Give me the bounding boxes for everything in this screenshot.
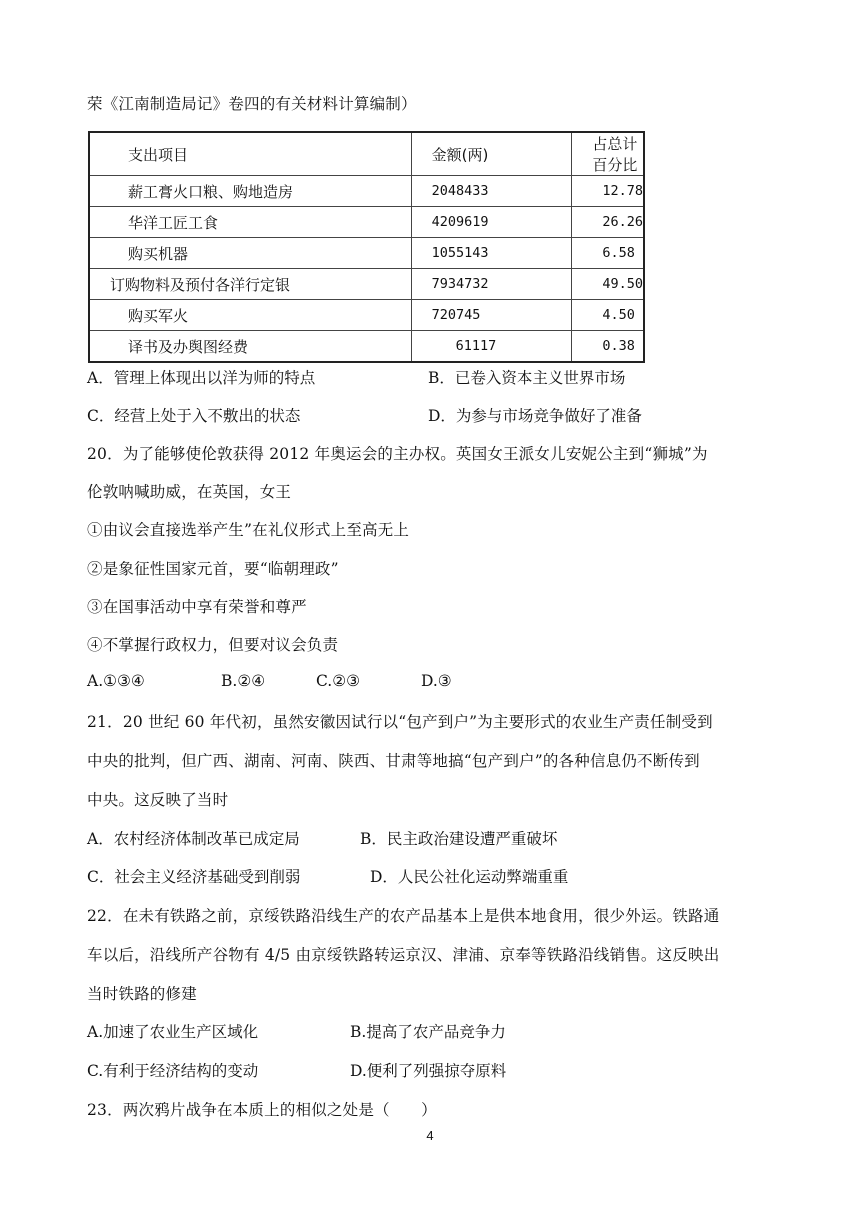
table-row <box>89 207 644 238</box>
q20-statement-1: ①由议会直接选举产生”在礼仪形式上至高无上 <box>87 521 410 539</box>
row-percent: 6.58 <box>572 238 644 269</box>
q19-option-b: B．已卷入资本主义世界市场 <box>428 369 626 387</box>
row-item: 华洋工匠工食 <box>89 207 411 238</box>
q22-option-b: B.提高了农产品竞争力 <box>350 1023 506 1041</box>
q22-option-c: C.有利于经济结构的变动 <box>87 1062 259 1080</box>
page-number: 4 <box>426 1128 434 1143</box>
q20-option-c: C.②③ <box>316 672 361 690</box>
intro-line: 荣《江南制造局记》卷四的有关材料计算编制） <box>87 95 417 113</box>
row-item: 购买军火 <box>89 300 411 331</box>
row-percent: 26.26 <box>572 207 644 238</box>
row-item: 薪工膏火口粮、购地造房 <box>89 176 411 207</box>
row-amount: 61117 <box>411 331 572 363</box>
q20-statement-4: ④不掌握行政权力，但要对议会负责 <box>87 636 339 654</box>
q21-stem-line1: 21．20 世纪 60 年代初，虽然安徽因试行以“包产到户”为主要形式的农业生产责任制受到 <box>87 713 713 731</box>
row-item: 购买机器 <box>89 238 411 269</box>
q20-stem-line2: 伦敦呐喊助威，在英国，女王 <box>87 483 292 501</box>
q19-option-d: D．为参与市场竞争做好了准备 <box>428 407 642 425</box>
q23-stem-line1: 23．两次鸦片战争在本质上的相似之处是（ ） <box>87 1101 437 1119</box>
header-amount: 金额(两) <box>411 132 572 176</box>
row-amount: 7934732 <box>411 269 572 300</box>
table-row <box>89 331 644 363</box>
row-percent: 12.78 <box>572 176 644 207</box>
q22-option-a: A.加速了农业生产区域化 <box>87 1023 259 1041</box>
q21-option-a: A．农村经济体制改革已成定局 <box>87 830 300 848</box>
header-item: 支出项目 <box>89 132 411 176</box>
table-row <box>89 269 644 300</box>
row-item: 订购物料及预付各洋行定银 <box>89 269 411 300</box>
q21-stem-line3: 中央。这反映了当时 <box>87 791 229 809</box>
q20-stem-line1: 20．为了能够使伦敦获得 2012 年奥运会的主办权。英国女王派女儿安妮公主到“狮城”为 <box>87 445 708 463</box>
q20-option-a: A.①③④ <box>87 672 145 690</box>
row-percent: 49.50 <box>572 269 644 300</box>
row-percent: 0.38 <box>572 331 644 363</box>
row-amount: 1055143 <box>411 238 572 269</box>
row-amount: 720745 <box>411 300 572 331</box>
q21-option-d: D．人民公社化运动弊端重重 <box>370 868 569 886</box>
table-row <box>89 300 644 331</box>
row-amount: 2048433 <box>411 176 572 207</box>
q20-option-d: D.③ <box>421 672 452 690</box>
q20-statement-3: ③在国事活动中享有荣誉和尊严 <box>87 598 307 616</box>
q21-option-c: C．社会主义经济基础受到削弱 <box>87 868 301 886</box>
q22-stem-line2: 车以后，沿线所产谷物有 4/5 由京绥铁路转运京汉、津浦、京奉等铁路沿线销售。这反映出 <box>87 946 720 964</box>
row-percent: 4.50 <box>572 300 644 331</box>
q21-stem-line2: 中央的批判，但广西、湖南、河南、陕西、甘肃等地搞“包产到户”的各种信息仍不断传到 <box>87 752 700 770</box>
table-header-row <box>89 132 644 176</box>
row-item: 译书及办舆图经费 <box>89 331 411 363</box>
table-row <box>89 176 644 207</box>
q22-option-d: D.便利了列强掠夺原料 <box>350 1062 507 1080</box>
q20-option-b: B.②④ <box>221 672 266 690</box>
header-percent: 占总计百分比 <box>572 132 644 176</box>
table-row <box>89 238 644 269</box>
row-amount: 4209619 <box>411 207 572 238</box>
q22-stem-line3: 当时铁路的修建 <box>87 985 197 1003</box>
q21-option-b: B．民主政治建设遭严重破坏 <box>360 830 558 848</box>
q19-option-a: A．管理上体现出以洋为师的特点 <box>87 369 316 387</box>
expenditure-table <box>88 131 645 363</box>
q22-stem-line1: 22．在未有铁路之前，京绥铁路沿线生产的农产品基本上是供本地食用，很少外运。铁路通 <box>87 907 720 925</box>
q20-statement-2: ②是象征性国家元首，要“临朝理政” <box>87 560 339 578</box>
q19-option-c: C．经营上处于入不敷出的状态 <box>87 407 301 425</box>
